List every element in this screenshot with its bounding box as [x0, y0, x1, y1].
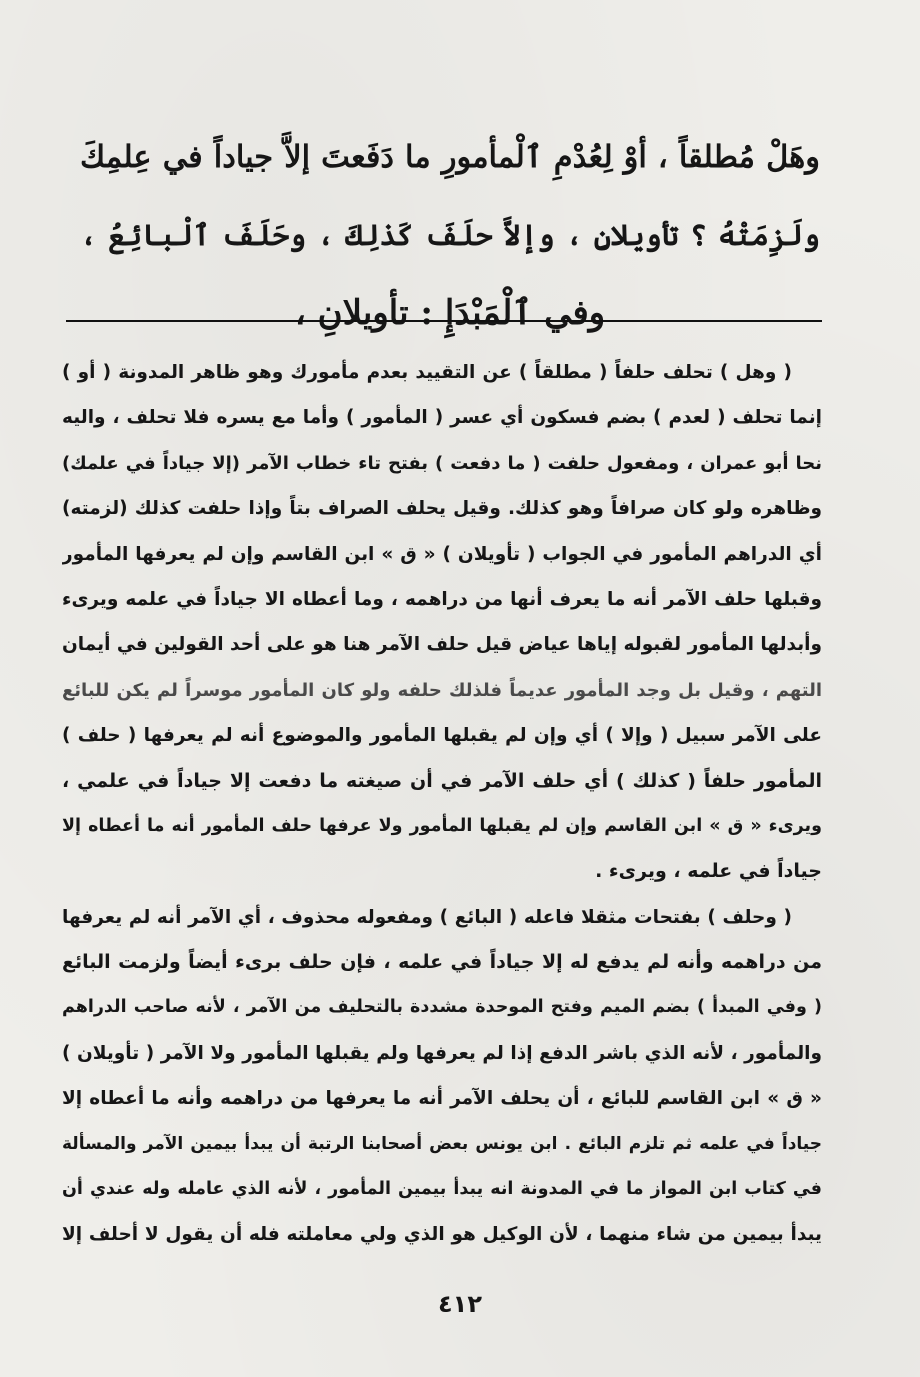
- commentary-line: في كتاب ابن المواز ما في المدونة انه يبدأ بيمين المأمور ، لأنه الذي عامله وله عندي أن: [62, 1179, 822, 1200]
- page-number: ٤١٢: [438, 1290, 482, 1318]
- commentary-line: وظاهره ولو كان صرافاً وهو كذلك. وقيل يحلف الصراف بتاً وإذا حلفت كذلك (لزمته): [62, 498, 822, 520]
- matn-text: [80, 118, 820, 352]
- commentary-line: ( وحلف ) بفتحات مثقلا فاعله ( البائع ) ومفعوله محذوف ، أي الآمر أنه لم يعرفها: [62, 906, 792, 928]
- commentary-line: التهم ، وقيل بل وجد المأمور عديماً فلذلك حلفه ولو كان المأمور موسراً لم يكن للبائع: [62, 679, 822, 701]
- commentary-line: أي الدراهم المأمور في الجواب ( تأويلان ) « ق » ابن القاسم وإن لم يعرفها المأمور: [62, 543, 822, 565]
- commentary-line: يبدأ بيمين من شاء منهما ، لأن الوكيل هو الذي ولي معاملته فله أن يقول لا أحلف إلا: [62, 1224, 822, 1246]
- matn-line: وفي ٱلْمَبْدَإِ : تأويلانِ ،: [294, 293, 606, 333]
- commentary-line: والمأمور ، لأنه الذي باشر الدفع إذا لم يعرفها ولم يقبلها المأمور ولا الآمر ( تأويلان ): [62, 1042, 822, 1064]
- commentary-line: جياداً في علمه ، ويرىء .: [595, 860, 822, 883]
- commentary-line: ويرىء « ق » ابن القاسم وإن لم يقبلها المأمور ولا عرفها حلف المأمور أنه ما أعطاه إلا: [62, 815, 822, 836]
- matn-line: وهَلْ مُطلقاً ، أوْ لِعُدْمِ ٱلْمأمورِ ما دَفَعتَ إلاَّ جياداً في عِلمِكَ: [80, 139, 820, 175]
- commentary-line: من دراهمه وأنه لم يدفع له إلا جياداً في علمه ، فإن حلف برىء أيضاً ولزمت البائع: [62, 951, 822, 974]
- commentary-line: إنما تحلف ( لعدم ) بضم فسكون أي عسر ( المأمور ) وأما مع يسره فلا تحلف ، واليه: [62, 407, 822, 429]
- commentary-line: وقبلها حلف الآمر أنه ما يعرف أنها من دراهمه ، وما أعطاه الا جياداً في علمه ويرىء: [62, 588, 822, 610]
- commentary-line: نحا أبو عمران ، ومفعول حلفت ( ما دفعت ) بفتح تاء خطاب الآمر (إلا جياداً في علمك): [62, 452, 822, 474]
- separator-rule: [66, 320, 822, 322]
- commentary-line: ( وهل ) تحلف حلفاً ( مطلقاً ) عن التقييد بعدم مأمورك وهو ظاهر المدونة ( أو ): [62, 362, 792, 383]
- commentary-line: المأمور حلفاً ( كذلك ) أي حلف الآمر في أن صيغته ما دفعت إلا جياداً في علمي ،: [62, 769, 822, 792]
- commentary-text: [62, 350, 822, 1258]
- commentary-line: جياداً في علمه ثم تلزم البائع . ابن يونس بعض أصحابنا الرتبة أن يبدأ بيمين الآمر والمسألة: [62, 1133, 822, 1154]
- matn-line: ولَزِمَتْهُ ؟ تأويلانِ ، وإلاَّ حلَفَ كَذلِكَ ، وحَلَفَ ٱلْبائِعُ ،: [80, 218, 820, 252]
- commentary-line: على الآمر سبيل ( وإلا ) أي وإن لم يقبلها المأمور والموضوع أنه لم يعرفها ( حلف ): [62, 725, 822, 747]
- commentary-line: وأبدلها المأمور لقبوله إياها عياض قيل حلف الآمر هنا هو على أحد القولين في أيمان: [62, 634, 822, 656]
- commentary-line: « ق » ابن القاسم للبائع ، أن يحلف الآمر أنه ما يعرفها من دراهمه وأنه ما أعطاه إلا: [62, 1088, 822, 1110]
- commentary-line: ( وفي المبدأ ) بضم الميم وفتح الموحدة مشددة بالتحليف من الآمر ، لأنه صاحب الدراهم: [62, 997, 822, 1018]
